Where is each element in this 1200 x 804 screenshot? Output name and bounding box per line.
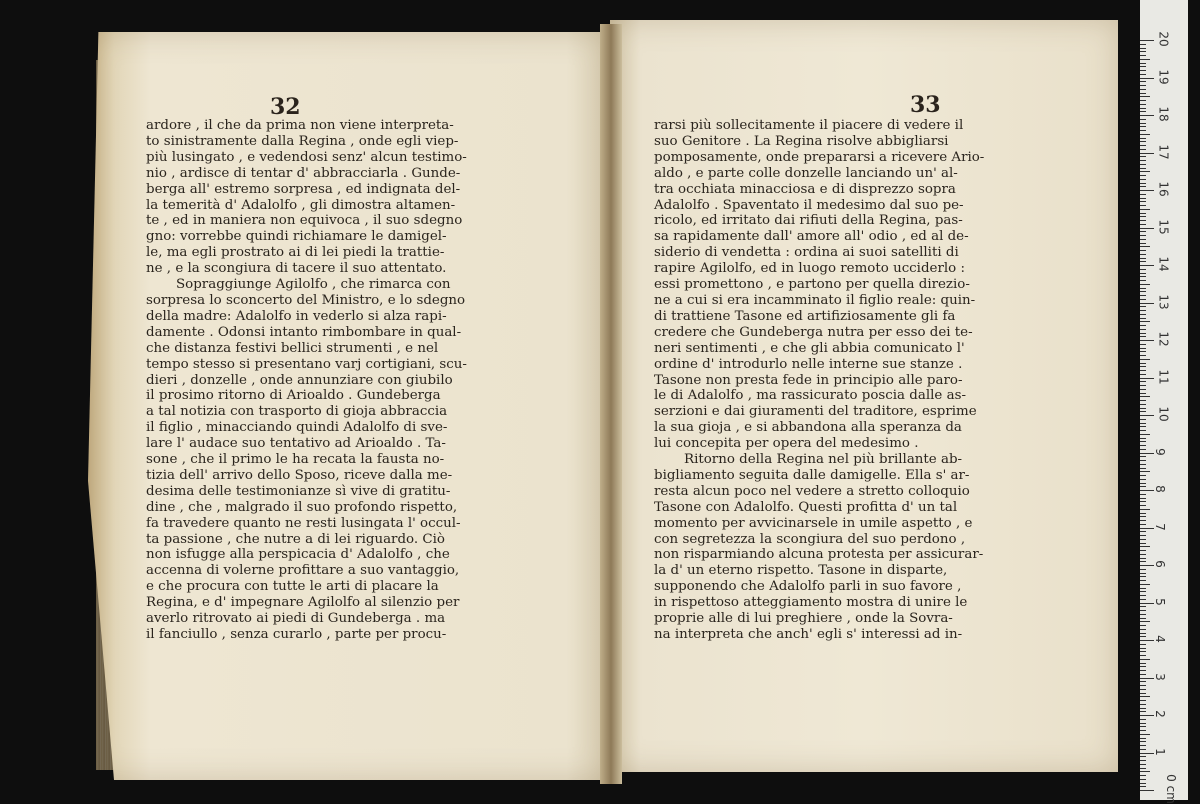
ruler-minor-tick — [1140, 745, 1146, 746]
ruler-minor-tick — [1140, 535, 1146, 536]
ruler-minor-tick — [1140, 231, 1146, 232]
text-line: non risparmiando alcuna protesta per assicurar- — [654, 547, 984, 563]
ruler-minor-tick — [1140, 258, 1146, 259]
ruler-minor-tick — [1140, 591, 1146, 592]
ruler-minor-tick — [1140, 588, 1146, 589]
text-line: aldo , e parte colle donzelle lanciando un' al- — [654, 165, 958, 181]
ruler-label: 9 — [1152, 447, 1167, 456]
ruler-tick — [1140, 190, 1154, 191]
ruler-label: 11 — [1156, 368, 1171, 385]
ruler-tick — [1140, 378, 1154, 379]
text-line: Ritorno della Regina nel più brillante ab- — [684, 452, 963, 468]
ruler-label: 10 — [1156, 406, 1171, 422]
ruler-label: 0 cm — [1163, 774, 1178, 804]
ruler-minor-tick — [1140, 426, 1146, 427]
ruler-minor-tick — [1140, 659, 1150, 660]
ruler-minor-tick — [1140, 141, 1146, 142]
ruler-minor-tick — [1140, 419, 1146, 420]
ruler-minor-tick — [1140, 314, 1146, 315]
text-line: e che procura con tutte le arti di placare la — [146, 579, 439, 595]
ruler-minor-tick — [1140, 138, 1146, 139]
ruler-label: 20 — [1156, 31, 1171, 47]
ruler-minor-tick — [1140, 284, 1150, 285]
ruler-minor-tick — [1140, 295, 1146, 296]
ruler-minor-tick — [1140, 618, 1146, 619]
ruler-minor-tick — [1140, 119, 1146, 120]
text-line: la temerità d' Adalolfo , gli dimostra altamen- — [146, 197, 456, 213]
ruler-minor-tick — [1140, 336, 1146, 337]
ruler-minor-tick — [1140, 471, 1150, 472]
ruler-minor-tick — [1140, 648, 1146, 649]
ruler-tick — [1140, 340, 1154, 341]
ruler-minor-tick — [1140, 333, 1146, 334]
text-line: ne , e la scongiura di tacere il suo attentato. — [146, 261, 447, 277]
ruler-minor-tick — [1140, 348, 1146, 349]
ruler-minor-tick — [1140, 708, 1146, 709]
ruler-minor-tick — [1140, 576, 1146, 577]
ruler-label: 1 — [1152, 747, 1167, 756]
text-line: serzioni e dai giuramenti del traditore, esprime — [654, 404, 977, 420]
ruler-minor-tick — [1140, 89, 1146, 90]
ruler-tick — [1140, 40, 1154, 41]
text-line: suo Genitore . La Regina risolve abbigliarsi — [654, 133, 949, 149]
ruler-minor-tick — [1140, 85, 1146, 86]
ruler-minor-tick — [1140, 625, 1146, 626]
ruler-minor-tick — [1140, 546, 1150, 547]
text-line: Tasone non presta fede in principio alle paro- — [654, 372, 963, 388]
ruler-minor-tick — [1140, 44, 1146, 45]
ruler-minor-tick — [1140, 291, 1146, 292]
ruler-minor-tick — [1140, 599, 1146, 600]
ruler-minor-tick — [1140, 704, 1146, 705]
ruler-minor-tick — [1140, 670, 1146, 671]
text-line: Adalolfo . Spaventato il medesimo dal suo pe- — [654, 197, 964, 213]
ruler-tick — [1140, 265, 1154, 266]
text-line: na interpreta che anch' egli s' interessi ad in- — [654, 627, 963, 642]
ruler-minor-tick — [1140, 175, 1146, 176]
text-line: supponendo che Adalolfo parli in suo favore , — [654, 579, 962, 595]
ruler-minor-tick — [1140, 63, 1146, 64]
ruler-minor-tick — [1140, 629, 1146, 630]
ruler-minor-tick — [1140, 179, 1146, 180]
text-line: tizia dell' arrivo dello Sposo, riceve dalla me- — [146, 467, 453, 483]
ruler-minor-tick — [1140, 385, 1146, 386]
ruler-minor-tick — [1140, 280, 1146, 281]
ruler-minor-tick — [1140, 783, 1146, 784]
text-line: ardore , il che da prima non viene interpreta- — [146, 118, 454, 133]
ruler-minor-tick — [1140, 325, 1146, 326]
ruler-label: 8 — [1152, 485, 1167, 493]
ruler-tick — [1140, 78, 1154, 79]
ruler-minor-tick — [1140, 738, 1146, 739]
ruler-minor-tick — [1140, 205, 1146, 206]
ruler-minor-tick — [1140, 475, 1146, 476]
ruler-minor-tick — [1140, 445, 1146, 446]
ruler-minor-tick — [1140, 606, 1146, 607]
ruler-minor-tick — [1140, 460, 1146, 461]
ruler-label: 3 — [1152, 672, 1167, 681]
ruler-minor-tick — [1140, 554, 1146, 555]
ruler-minor-tick — [1140, 498, 1146, 499]
ruler-minor-tick — [1140, 209, 1150, 210]
ruler-minor-tick — [1140, 156, 1146, 157]
text-line: siderio di vendetta : ordina ai suoi satelliti di — [654, 245, 959, 261]
left-page-number: 32 — [270, 94, 301, 120]
ruler-minor-tick — [1140, 201, 1146, 202]
text-line: dine , che , malgrado il suo profondo rispetto, — [146, 499, 458, 515]
ruler-minor-tick — [1140, 723, 1146, 724]
ruler-minor-tick — [1140, 310, 1146, 311]
ruler-minor-tick — [1140, 438, 1146, 439]
ruler-minor-tick — [1140, 55, 1146, 56]
ruler-minor-tick — [1140, 393, 1146, 394]
text-line: rarsi più sollecitamente il piacere di vedere il — [654, 118, 964, 133]
ruler-minor-tick — [1140, 276, 1146, 277]
ruler-tick — [1140, 153, 1154, 154]
ruler-minor-tick — [1140, 48, 1146, 49]
ruler-minor-tick — [1140, 408, 1146, 409]
ruler-label: 16 — [1156, 181, 1171, 197]
ruler-minor-tick — [1140, 711, 1146, 712]
book-gutter — [600, 24, 622, 784]
ruler-label: 15 — [1156, 218, 1171, 235]
ruler-minor-tick — [1140, 681, 1146, 682]
ruler-minor-tick — [1140, 160, 1146, 161]
ruler-label: 7 — [1152, 522, 1167, 531]
text-line: credere che Gundeberga nutra per esso dei te- — [654, 324, 973, 340]
left-page-text — [146, 118, 556, 643]
ruler-minor-tick — [1140, 749, 1146, 750]
text-line: gno: vorrebbe quindi richiamare le damigel- — [146, 229, 447, 245]
ruler-minor-tick — [1140, 363, 1146, 364]
ruler-minor-tick — [1140, 194, 1146, 195]
text-line: damente . Odonsi intanto rimbombare in qual- — [146, 324, 462, 340]
ruler-minor-tick — [1140, 306, 1146, 307]
ruler-minor-tick — [1140, 111, 1146, 112]
text-line: lare l' audace suo tentativo ad Arioaldo . Ta- — [146, 436, 446, 452]
measurement-ruler — [1140, 0, 1188, 804]
ruler-minor-tick — [1140, 126, 1146, 127]
ruler-minor-tick — [1140, 775, 1146, 776]
ruler-label: 2 — [1152, 710, 1167, 718]
text-line: neri sentimenti , e che gli abbia comunicato l' — [654, 340, 965, 356]
ruler-minor-tick — [1140, 96, 1150, 97]
ruler-minor-tick — [1140, 561, 1146, 562]
text-line: le, ma egli prostrato ai di lei piedi la trattie- — [146, 245, 445, 261]
ruler-minor-tick — [1140, 516, 1146, 517]
ruler-minor-tick — [1140, 299, 1146, 300]
ruler-minor-tick — [1140, 246, 1150, 247]
text-line: resta alcun poco nel vedere a stretto colloquio — [654, 483, 970, 499]
ruler-minor-tick — [1140, 145, 1146, 146]
text-line: ordine d' introdurlo nelle interne sue stanze . — [654, 356, 963, 372]
text-line: sorpresa lo sconcerto del Ministro, e lo sdegno — [146, 292, 466, 308]
right-page-text — [654, 118, 984, 643]
ruler-minor-tick — [1140, 404, 1146, 405]
ruler-minor-tick — [1140, 756, 1146, 757]
ruler-minor-tick — [1140, 513, 1146, 514]
ruler-minor-tick — [1140, 104, 1146, 105]
ruler-minor-tick — [1140, 70, 1146, 71]
ruler-minor-tick — [1140, 318, 1146, 319]
ruler-minor-tick — [1140, 760, 1146, 761]
ruler-minor-tick — [1140, 389, 1146, 390]
ruler-minor-tick — [1140, 464, 1146, 465]
ruler-tick — [1140, 228, 1154, 229]
ruler-minor-tick — [1140, 321, 1150, 322]
ruler-minor-tick — [1140, 520, 1146, 521]
ruler-minor-tick — [1140, 216, 1146, 217]
ruler-minor-tick — [1140, 220, 1146, 221]
ruler-minor-tick — [1140, 509, 1150, 510]
text-line: tempo stesso si presentano varj cortigiani, scu- — [146, 356, 467, 372]
ruler-minor-tick — [1140, 149, 1146, 150]
ruler-minor-tick — [1140, 614, 1146, 615]
ruler-minor-tick — [1140, 370, 1146, 371]
text-line: ta passione , che nutre a di lei riguardo. Ciò — [146, 531, 445, 547]
text-line: averlo ritrovato ai piedi di Gundeberga . ma — [146, 611, 446, 627]
ruler-tick — [1140, 790, 1154, 791]
ruler-minor-tick — [1140, 449, 1146, 450]
text-line: il figlio , minacciando quindi Adalolfo di sve- — [146, 420, 448, 436]
ruler-minor-tick — [1140, 224, 1146, 225]
ruler-minor-tick — [1140, 93, 1146, 94]
ruler-minor-tick — [1140, 396, 1150, 397]
ruler-minor-tick — [1140, 644, 1146, 645]
ruler-minor-tick — [1140, 213, 1146, 214]
ruler-label: 6 — [1152, 560, 1167, 568]
ruler-minor-tick — [1140, 636, 1146, 637]
ruler-label: 19 — [1156, 68, 1171, 85]
ruler-minor-tick — [1140, 719, 1146, 720]
text-line: desima delle testimonianze sì vive di gratitu- — [146, 483, 451, 499]
ruler-minor-tick — [1140, 621, 1150, 622]
text-line: più lusingato , e vedendosi senz' alcun testimo- — [146, 149, 467, 165]
ruler-minor-tick — [1140, 779, 1146, 780]
ruler-minor-tick — [1140, 100, 1146, 101]
ruler-minor-tick — [1140, 288, 1146, 289]
text-line: sone , che il primo le ha recata la fausta no- — [146, 452, 445, 468]
ruler-minor-tick — [1140, 558, 1146, 559]
ruler-minor-tick — [1140, 550, 1146, 551]
text-line: la d' un eterno rispetto. Tasone in disparte, — [654, 563, 948, 579]
ruler-minor-tick — [1140, 243, 1146, 244]
ruler-label: 13 — [1156, 293, 1171, 310]
ruler-minor-tick — [1140, 505, 1146, 506]
text-line: accenna di volerne profittare a suo vantaggio, — [146, 563, 460, 579]
text-line: con segretezza la scongiura del suo perdono , — [654, 531, 966, 547]
ruler-minor-tick — [1140, 543, 1146, 544]
text-line: di trattiene Tasone ed artifiziosamente gli fa — [654, 308, 956, 324]
ruler-tick — [1140, 303, 1154, 304]
ruler-minor-tick — [1140, 430, 1146, 431]
ruler-minor-tick — [1140, 486, 1146, 487]
ruler-minor-tick — [1140, 198, 1146, 199]
text-line: Tasone con Adalolfo. Questi profitta d' un tal — [654, 499, 958, 515]
ruler-minor-tick — [1140, 250, 1146, 251]
ruler-minor-tick — [1140, 123, 1146, 124]
ruler-minor-tick — [1140, 730, 1146, 731]
ruler-minor-tick — [1140, 685, 1146, 686]
ruler-minor-tick — [1140, 355, 1146, 356]
ruler-minor-tick — [1140, 134, 1150, 135]
ruler-minor-tick — [1140, 483, 1146, 484]
text-line: il fanciullo , senza curarlo , parte per procu- — [146, 627, 447, 642]
text-line: nio , ardisce di tentar d' abbracciarla . Gunde- — [146, 165, 461, 181]
ruler-minor-tick — [1140, 573, 1146, 574]
text-line: le di Adalolfo , ma rassicurato poscia dalle as- — [654, 388, 966, 404]
ruler-minor-tick — [1140, 374, 1146, 375]
ruler-minor-tick — [1140, 655, 1146, 656]
ruler-minor-tick — [1140, 74, 1146, 75]
ruler-minor-tick — [1140, 693, 1146, 694]
ruler-minor-tick — [1140, 479, 1146, 480]
text-line: ne a cui si era incamminato il figlio reale: quin- — [654, 292, 976, 308]
text-line: te , ed in maniera non equivoca , il suo sdegno — [146, 213, 463, 229]
ruler-minor-tick — [1140, 381, 1146, 382]
ruler-minor-tick — [1140, 524, 1146, 525]
text-line: la sua gioja , e si abbandona alla speranza da — [654, 420, 962, 436]
ruler-minor-tick — [1140, 786, 1146, 787]
ruler-minor-tick — [1140, 254, 1146, 255]
ruler-minor-tick — [1140, 171, 1150, 172]
text-line: berga all' estremo sorpresa , ed indignata del- — [146, 181, 461, 197]
text-line: rapire Agilolfo, ed in luogo remoto ucciderlo : — [654, 261, 965, 277]
text-line: non isfugge alla perspicacia d' Adalolfo , che — [146, 547, 450, 563]
ruler-minor-tick — [1140, 51, 1146, 52]
ruler-label: 18 — [1156, 106, 1171, 122]
ruler-minor-tick — [1140, 273, 1146, 274]
text-line: lui concepita per opera del medesimo . — [654, 436, 919, 452]
ruler-minor-tick — [1140, 108, 1146, 109]
ruler-minor-tick — [1140, 539, 1146, 540]
text-line: il prosimo ritorno di Arioaldo . Gundeberga — [146, 388, 441, 404]
ruler-minor-tick — [1140, 651, 1146, 652]
ruler-minor-tick — [1140, 400, 1146, 401]
text-line: momento per avvicinarsele in umile aspetto , e — [654, 515, 973, 531]
text-line: sa rapidamente dall' amore all' odio , ed al de- — [654, 229, 969, 245]
ruler-minor-tick — [1140, 359, 1150, 360]
ruler-minor-tick — [1140, 674, 1146, 675]
ruler-minor-tick — [1140, 501, 1146, 502]
text-line: pomposamente, onde prepararsi a ricevere Ario- — [654, 149, 985, 165]
ruler-tick — [1140, 115, 1154, 116]
text-line: tra occhiata minacciosa e di disprezzo sopra — [654, 181, 956, 197]
ruler-minor-tick — [1140, 130, 1146, 131]
ruler-label: 12 — [1156, 331, 1171, 347]
ruler-minor-tick — [1140, 610, 1146, 611]
text-line: to sinistramente dalla Regina , onde egli viep- — [146, 133, 459, 149]
ruler-minor-tick — [1140, 59, 1150, 60]
ruler-label: 17 — [1156, 143, 1171, 160]
ruler-minor-tick — [1140, 366, 1146, 367]
ruler-minor-tick — [1140, 81, 1146, 82]
ruler-minor-tick — [1140, 726, 1146, 727]
ruler-minor-tick — [1140, 696, 1150, 697]
ruler-minor-tick — [1140, 186, 1146, 187]
ruler-minor-tick — [1140, 66, 1146, 67]
ruler-minor-tick — [1140, 164, 1146, 165]
ruler-minor-tick — [1140, 441, 1146, 442]
ruler-minor-tick — [1140, 771, 1150, 772]
ruler-minor-tick — [1140, 584, 1150, 585]
ruler-minor-tick — [1140, 434, 1150, 435]
ruler-minor-tick — [1140, 741, 1146, 742]
ruler-minor-tick — [1140, 666, 1146, 667]
text-line: Regina, e d' impegnare Agilolfo al silenzio per — [146, 595, 460, 611]
ruler-minor-tick — [1140, 580, 1146, 581]
ruler-minor-tick — [1140, 468, 1146, 469]
ruler-label: 14 — [1156, 256, 1171, 272]
ruler-minor-tick — [1140, 261, 1146, 262]
text-line: bigliamento seguita dalle damigelle. Ella s' ar- — [654, 467, 970, 483]
ruler-minor-tick — [1140, 494, 1146, 495]
ruler-minor-tick — [1140, 595, 1146, 596]
text-line: dieri , donzelle , onde annunziare con giubilo — [146, 372, 453, 388]
ruler-minor-tick — [1140, 689, 1146, 690]
ruler-minor-tick — [1140, 768, 1146, 769]
ruler-minor-tick — [1140, 633, 1146, 634]
ruler-minor-tick — [1140, 411, 1146, 412]
ruler-minor-tick — [1140, 183, 1146, 184]
text-line: essi promettono , e partono per quella direzio- — [654, 277, 970, 293]
ruler-minor-tick — [1140, 700, 1146, 701]
text-line: ricolo, ed irritato dai rifiuti della Regina, pas- — [654, 213, 963, 229]
ruler-minor-tick — [1140, 329, 1146, 330]
right-page-number: 33 — [910, 92, 941, 118]
text-line: proprie alle di lui preghiere , onde la Sovra- — [654, 611, 953, 627]
ruler-minor-tick — [1140, 239, 1146, 240]
ruler-minor-tick — [1140, 235, 1146, 236]
ruler-minor-tick — [1140, 663, 1146, 664]
ruler-tick — [1140, 415, 1154, 416]
text-line: che distanza festivi bellici strumenti , e nel — [146, 340, 439, 356]
ruler-minor-tick — [1140, 344, 1146, 345]
text-line: fa travedere quanto ne resti lusingata l' occul- — [146, 515, 461, 531]
ruler-minor-tick — [1140, 168, 1146, 169]
text-line: Sopraggiunge Agilolfo , che rimarca con — [176, 277, 451, 293]
ruler-minor-tick — [1140, 531, 1146, 532]
ruler-minor-tick — [1140, 269, 1146, 270]
ruler-minor-tick — [1140, 764, 1146, 765]
ruler-minor-tick — [1140, 351, 1146, 352]
text-line: in rispettoso atteggiamento mostra di unire le — [654, 595, 968, 611]
ruler-minor-tick — [1140, 423, 1146, 424]
ruler-label: 5 — [1152, 597, 1167, 606]
ruler-minor-tick — [1140, 569, 1146, 570]
text-line: a tal notizia con trasporto di gioja abbraccia — [146, 404, 448, 420]
ruler-minor-tick — [1140, 734, 1150, 735]
text-line: della madre: Adalolfo in vederlo si alza rapi- — [146, 308, 447, 324]
ruler-minor-tick — [1140, 456, 1146, 457]
ruler-label: 4 — [1152, 635, 1167, 643]
